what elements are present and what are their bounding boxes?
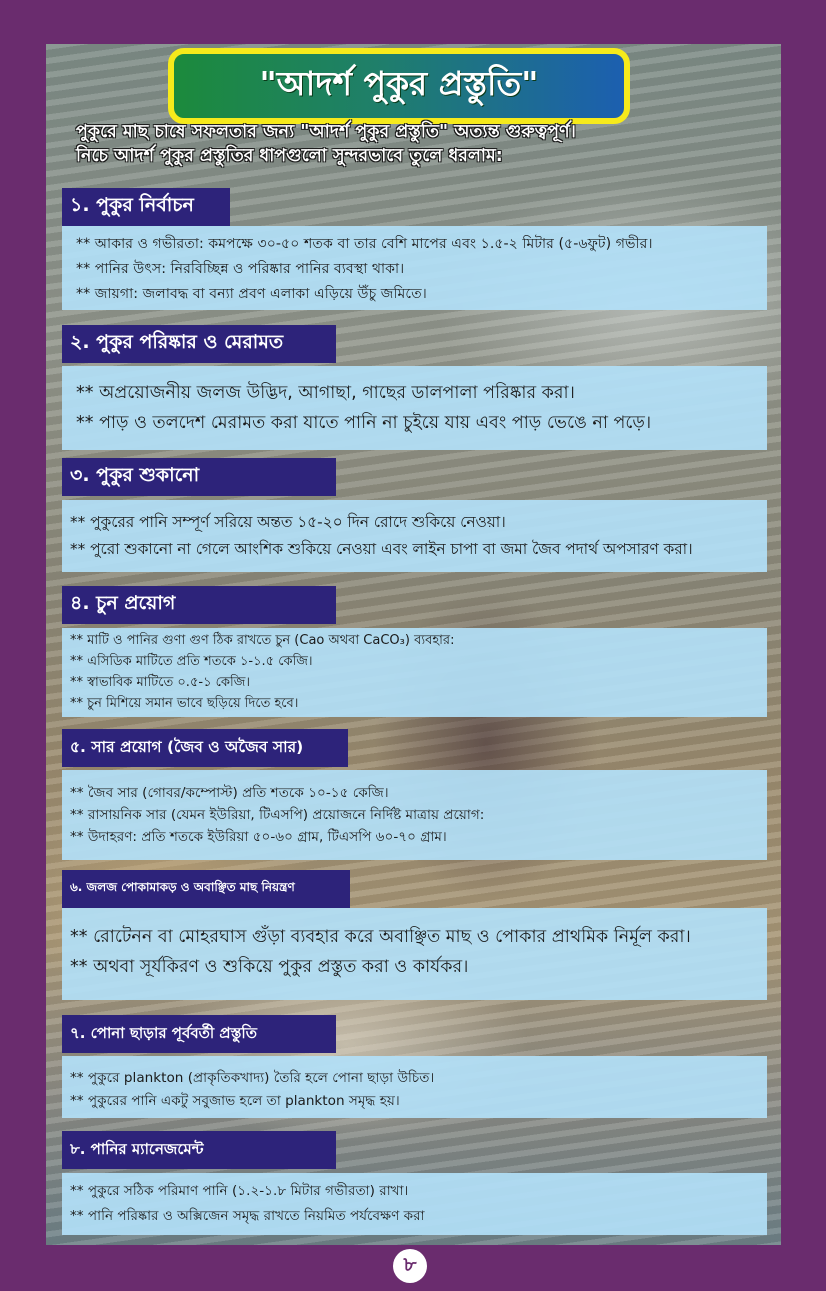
section-6-heading: ৬. জলজ পোকামাকড় ও অবাঞ্ছিত মাছ নিয়ন্ত্রণ — [62, 870, 350, 908]
page-number: ৮ — [393, 1249, 427, 1283]
list-item: ** অথবা সূর্যকিরণ ও শুকিয়ে পুকুর প্রস্তুত করা ও কার্যকর। — [70, 957, 469, 977]
section-5-heading: ৫. সার প্রয়োগ (জৈব ও অজৈব সার) — [62, 729, 348, 767]
section-2-body — [62, 366, 767, 450]
section-4-body — [62, 628, 767, 717]
list-item: ** পুকুরে plankton (প্রাকৃতিকখাদ্য) তৈরি হলে পোনা ছাড়া উচিত। — [70, 1070, 435, 1086]
title-banner — [168, 48, 630, 124]
list-item: ** পুকুরে সঠিক পরিমাণ পানি (১.২-১.৮ মিটার গভীরতা) রাখা। — [70, 1183, 409, 1199]
section-4-heading: ৪. চুন প্রয়োগ — [62, 586, 336, 624]
list-item: ** চুন মিশিয়ে সমান ভাবে ছড়িয়ে দিতে হবে। — [70, 696, 299, 711]
section-8-body — [62, 1173, 767, 1235]
list-item: ** জায়গা: জলাবদ্ধ বা বন্যা প্রবণ এলাকা এড়িয়ে উঁচু জমিতে। — [76, 286, 427, 302]
list-item: ** অপ্রয়োজনীয় জলজ উদ্ভিদ, আগাছা, গাছের ডালপালা পরিষ্কার করা। — [76, 383, 575, 403]
section-7-heading: ৭. পোনা ছাড়ার পূর্ববর্তী প্রস্তুতি — [62, 1015, 336, 1053]
poster-panel — [46, 44, 781, 1245]
list-item: ** রাসায়নিক সার (যেমন ইউরিয়া, টিএসপি) প্রয়োজনে নির্দিষ্ট মাত্রায় প্রয়োগ: — [70, 807, 485, 823]
list-item: ** মাটি ও পানির গুণা গুণ ঠিক রাখতে চুন (Cao অথবা CaCO₃) ব্যবহার: — [70, 633, 455, 648]
list-item: ** উদাহরণ: প্রতি শতকে ইউরিয়া ৫০-৬০ গ্রাম, টিএসপি ৬০-৭০ গ্রাম। — [70, 829, 447, 845]
list-item: ** পানি পরিষ্কার ও অক্সিজেন সমৃদ্ধ রাখতে নিয়মিত পর্যবেক্ষণ করা — [70, 1208, 425, 1224]
section-3-heading: ৩. পুকুর শুকানো — [62, 458, 336, 496]
section-5-body — [62, 770, 767, 860]
list-item: ** পুকুরের পানি সম্পূর্ণ সরিয়ে অন্তত ১৫-২০ দিন রোদে শুকিয়ে নেওয়া। — [70, 513, 506, 531]
section-7-body — [62, 1056, 767, 1118]
list-item: ** রোটেনন বা মোহরঘাস গুঁড়া ব্যবহার করে অবাঞ্ছিত মাছ ও পোকার প্রাথমিক নির্মূল করা। — [70, 927, 691, 947]
intro-line: নিচে আদর্শ পুকুর প্রস্তুতির ধাপগুলো সুন্দরভাবে তুলে ধরলাম: — [76, 146, 503, 166]
list-item: ** পুকুরের পানি একটু সবুজাভ হলে তা plankton সমৃদ্ধ হয়। — [70, 1093, 400, 1109]
list-item: ** পাড় ও তলদেশ মেরামত করা যাতে পানি না চুইয়ে যায় এবং পাড় ভেঙে না পড়ে। — [76, 413, 652, 433]
section-1-body — [62, 226, 767, 310]
list-item: ** পানির উৎস: নিরবিচ্ছিন্ন ও পরিষ্কার পানির ব্যবস্থা থাকা। — [76, 261, 405, 277]
list-item: ** আকার ও গভীরতা: কমপক্ষে ৩০-৫০ শতক বা তার বেশি মাপের এবং ১.৫-২ মিটার (৫-৬ফুট) গভীর। — [76, 236, 653, 252]
list-item: ** স্বাভাবিক মাটিতে ০.৫-১ কেজি। — [70, 675, 251, 690]
list-item: ** এসিডিক মাটিতে প্রতি শতকে ১-১.৫ কেজি। — [70, 654, 313, 669]
section-1-heading: ১. পুকুর নির্বাচন — [62, 188, 230, 226]
list-item: ** পুরো শুকানো না গেলে আংশিক শুকিয়ে নেওয়া এবং লাইন চাপা বা জমা জৈব পদার্থ অপসারণ করা। — [70, 540, 693, 558]
section-3-body — [62, 500, 767, 572]
page-title: "আদর্শ পুকুর প্রস্তুতি" — [259, 64, 539, 103]
intro-line: পুকুরে মাছ চাষে সফলতার জন্য "আদর্শ পুকুর প্রস্তুতি" অত্যন্ত গুরুত্বপূর্ণ। — [76, 122, 576, 142]
section-8-heading: ৮. পানির ম্যানেজমেন্ট — [62, 1131, 336, 1169]
section-6-body — [62, 908, 767, 1000]
section-2-heading: ২. পুকুর পরিষ্কার ও মেরামত — [62, 325, 336, 363]
list-item: ** জৈব সার (গোবর/কম্পোস্ট) প্রতি শতকে ১০-১৫ কেজি। — [70, 785, 389, 801]
intro-text — [76, 120, 776, 168]
